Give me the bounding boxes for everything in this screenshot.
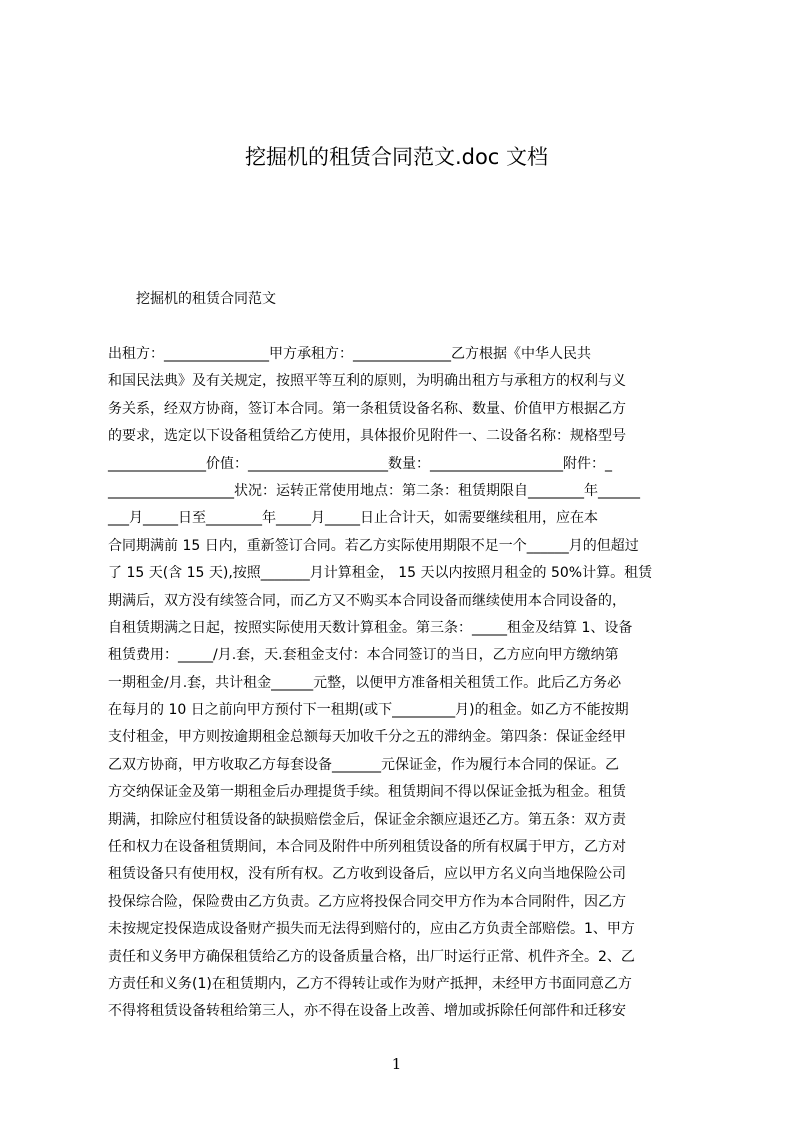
contract-line: 乙双方协商，甲方收取乙方每套设备_______元保证金，作为履行本合同的保证。乙 <box>108 756 619 773</box>
contract-line: 方责任和义务(1)在租赁期内，乙方不得转让或作为财产抵押，未经甲方书面同意乙方 <box>108 975 632 992</box>
contract-line: 了 15 天(含 15 天),按照_______月计算租金， 15 天以内按照月租金的 50%计算。租赁 <box>108 565 653 582</box>
contract-line: 投保综合险，保险费由乙方负责。乙方应将投保合同交甲方作为本合同附件，因乙方 <box>108 893 626 910</box>
document-title: 挖掘机的租赁合同范文.doc 文档 <box>244 145 549 169</box>
contract-line: 支付租金，甲方则按逾期租金总额每天加收千分之五的滞纳金。第四条：保证金经甲 <box>108 729 626 746</box>
contract-line: 的要求，选定以下设备租赁给乙方使用，具体报价见附件一、二设备名称：规格型号 <box>108 428 626 445</box>
page-number: 1 <box>391 1055 402 1073</box>
contract-line: 和国民法典》及有关规定，按照平等互利的原则，为明确出租方与承租方的权利与义 <box>108 373 626 390</box>
contract-line: 责任和义务甲方确保租赁给乙方的设备质量合格，出厂时运行正常、机件齐全。2、乙 <box>108 948 635 965</box>
contract-line: 合同期满前 15 日内，重新签订合同。若乙方实际使用期限不足一个______月的但超过 <box>108 537 639 554</box>
section-heading: 挖掘机的租赁合同范文 <box>136 291 276 307</box>
contract-line: 租赁费用：_____/月.套，天.套租金支付：本合同签订的当日，乙方应向甲方缴纳第 <box>108 647 619 664</box>
contract-line: 未按规定投保造成设备财产损失而无法得到赔付的，应由乙方负责全部赔偿。1、甲方 <box>108 921 635 938</box>
contract-line: 一期租金/月.套，共计租金______元整，以便甲方准备相关租赁工作。此后乙方务必 <box>108 674 622 691</box>
contract-line: 出租方：_______________甲方承租方：______________乙方根据《中华人民共 <box>108 346 591 362</box>
contract-line: __________________状况：运转正常使用地点：第二条：租赁期限自________年______ <box>108 482 640 499</box>
contract-line: 期满，扣除应付租赁设备的缺损赔偿金后，保证金余额应退还乙方。第五条：双方责 <box>108 811 626 828</box>
contract-line: 在每月的 10 日之前向甲方预付下一租期(或下_________月)的租金。如乙方不能按期 <box>108 702 629 719</box>
contract-line: 期满后，双方没有续签合同，而乙方又不购买本合同设备而继续使用本合同设备的， <box>108 592 626 609</box>
contract-line: ___月_____日至________年_____月_____日止合计天，如需要继续租用，应在本 <box>108 510 598 527</box>
contract-line: 租赁设备只有使用权，没有所有权。乙方收到设备后，应以甲方名义向当地保险公司 <box>108 866 626 883</box>
contract-line: 自租赁期满之日起，按照实际使用天数计算租金。第三条：_____租金及结算 1、设备 <box>108 619 633 636</box>
contract-body <box>108 341 698 1020</box>
contract-line: 务关系，经双方协商，签订本合同。第一条租赁设备名称、数量、价值甲方根据乙方 <box>108 400 626 417</box>
contract-line: 任和权力在设备租赁期间，本合同及附件中所列租赁设备的所有权属于甲方，乙方对 <box>108 839 626 856</box>
contract-line: 不得将租赁设备转租给第三人，亦不得在设备上改善、增加或拆除任何部件和迁移安 <box>108 1003 626 1020</box>
contract-line: 方交纳保证金及第一期租金后办理提货手续。租赁期间不得以保证金抵为租金。租赁 <box>108 784 626 801</box>
contract-line: ______________价值：____________________数量：___________________附件：_ <box>108 455 612 472</box>
